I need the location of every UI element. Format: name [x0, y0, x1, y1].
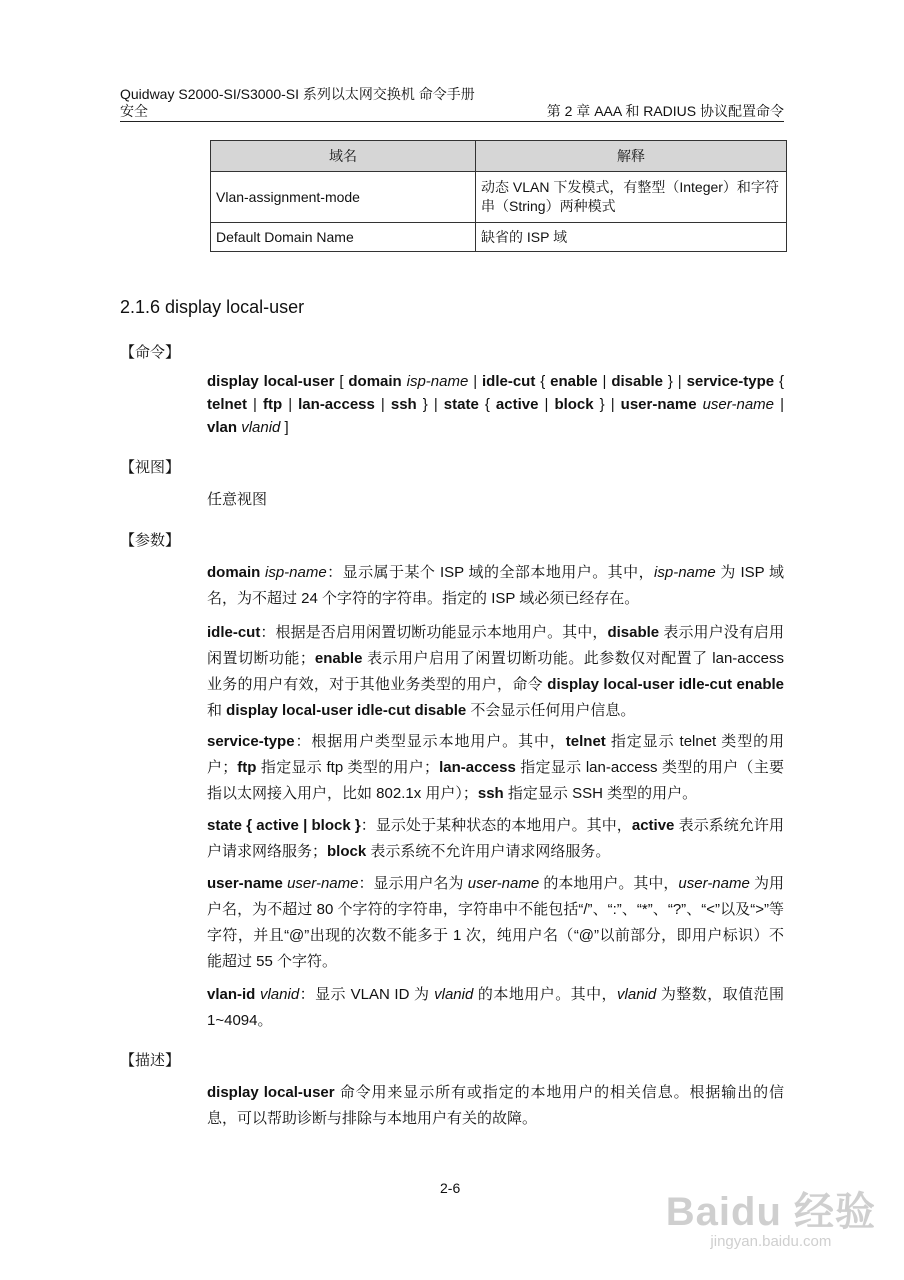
- argument-text: user-name: [702, 396, 775, 413]
- keyword-text: idle-cut: [207, 624, 261, 641]
- body-text: 为 ISP 域名，为不超过 24 个字符的字符串。指定的 ISP 域必须已经存在。: [207, 564, 784, 607]
- keyword-text: domain: [348, 373, 402, 390]
- keyword-text: display local-user: [207, 373, 335, 390]
- param-idle-cut: [207, 620, 784, 724]
- body-text: |: [597, 373, 612, 390]
- argument-text: user-name: [678, 875, 750, 892]
- argument-text: user-name: [467, 875, 540, 892]
- table-row: [211, 223, 787, 252]
- body-text: 表示用户启用了闲置切断功能。此参数仅对配置了 lan-access 业务的用户有效，对于其他业务类型的用户，命令: [207, 650, 784, 693]
- body-text: 为整数，取值范围 1~4094。: [207, 986, 785, 1029]
- watermark-url: jingyan.baidu.com: [710, 1233, 832, 1250]
- body-text: 表示系统不允许用户请求网络服务。: [366, 843, 611, 860]
- argument-text: vlanid: [241, 419, 281, 436]
- keyword-text: active: [495, 396, 539, 413]
- keyword-text: idle-cut: [481, 373, 536, 390]
- body-text: } |: [593, 396, 621, 413]
- keyword-text: display local-user idle-cut disable: [226, 702, 467, 719]
- keyword-text: enable: [314, 650, 363, 667]
- body-text: ：显示属于某个 ISP 域的全部本地用户。其中，: [326, 564, 655, 581]
- body-text: ：显示 VLAN ID 为: [299, 986, 435, 1003]
- argument-text: vlanid: [617, 986, 657, 1003]
- body-text: 为用户名，为不超过 80 个字符的字符串，字符串中不能包括“/”、“:”、“*”、“?”、“<”以及“>”等字符，并且“@”出现的次数不能多于 1 次，纯用户名（“@”以前部分，即用户标识）不能超过 55 个字符。: [207, 875, 785, 970]
- body-text: {: [478, 396, 496, 413]
- argument-text: vlanid: [259, 986, 300, 1003]
- body-text: 指定显示 SSH 类型的用户。: [503, 785, 698, 802]
- document-title: Quidway S2000-SI/S3000-SI 系列以太网交换机 命令手册: [120, 86, 475, 102]
- body-text: |: [538, 396, 555, 413]
- keyword-text: ftp: [263, 396, 283, 413]
- keyword-text: service-type: [207, 733, 295, 750]
- argument-text: isp-name: [264, 564, 327, 581]
- keyword-text: telnet: [565, 733, 606, 750]
- keyword-text: lan-access: [298, 396, 375, 413]
- keyword-text: state { active | block }: [207, 817, 361, 834]
- body-text: 不会显示任何用户信息。: [466, 702, 636, 719]
- section-name: 安全: [120, 103, 148, 119]
- body-text: ：根据用户类型显示本地用户。其中，: [294, 733, 566, 750]
- table-row: [211, 172, 787, 223]
- keyword-text: disable: [611, 373, 663, 390]
- table-header: 域名: [211, 141, 476, 172]
- argument-text: user-name: [287, 875, 359, 892]
- table-cell: 缺省的 ISP 域: [476, 223, 787, 252]
- watermark-logo: Baidu 经验: [665, 1190, 876, 1234]
- param-user-name: [207, 871, 784, 975]
- label-params: 【参数】: [120, 532, 181, 549]
- argument-text: isp-name: [406, 373, 469, 390]
- keyword-text: domain: [207, 564, 261, 581]
- section-heading: 2.1.6 display local-user: [120, 297, 305, 317]
- table-cell: Vlan-assignment-mode: [211, 172, 476, 223]
- body-text: |: [774, 396, 784, 413]
- param-service-type: [207, 729, 784, 807]
- keyword-text: vlan: [207, 419, 238, 436]
- body-text: 指定显示 ftp 类型的用户；: [256, 759, 440, 776]
- keyword-text: active: [631, 817, 675, 834]
- body-text: 和: [207, 702, 227, 719]
- body-text: |: [282, 396, 299, 413]
- keyword-text: ftp: [237, 759, 257, 776]
- param-domain: [207, 560, 784, 612]
- keyword-text: user-name: [620, 396, 697, 413]
- keyword-text: state: [443, 396, 479, 413]
- keyword-text: user-name: [207, 875, 283, 892]
- keyword-text: block: [554, 396, 594, 413]
- body-text: 的本地用户。其中，: [473, 986, 618, 1003]
- body-text: 命令用来显示所有或指定的本地用户的相关信息。根据输出的信息，可以帮助诊断与排除与本地用户有关的故障。: [207, 1084, 785, 1127]
- argument-text: vlanid: [434, 986, 474, 1003]
- body-text: 的本地用户。其中，: [539, 875, 679, 892]
- page-number: 2-6: [440, 1180, 461, 1196]
- param-state: [207, 813, 784, 865]
- body-text: } |: [416, 396, 444, 413]
- keyword-text: display local-user idle-cut enable: [547, 676, 785, 693]
- body-text: |: [374, 396, 391, 413]
- argument-text: isp-name: [654, 564, 716, 581]
- body-text: [: [334, 373, 349, 390]
- body-text: ：显示处于某种状态的本地用户。其中，: [360, 817, 632, 834]
- body-text: ]: [280, 419, 289, 436]
- keyword-text: lan-access: [439, 759, 516, 776]
- description-text: [207, 1080, 784, 1132]
- keyword-text: service-type: [686, 373, 775, 390]
- body-text: {: [774, 373, 785, 390]
- body-text: 表示用户没有启用闲置切断功能；: [207, 624, 784, 667]
- command-syntax: [207, 370, 784, 439]
- body-text: 指定显示 telnet 类型的用户；: [207, 733, 784, 776]
- table-header-row: [211, 141, 787, 172]
- table-cell: 动态 VLAN 下发模式，有整型（Integer）和字符串（String）两种模式: [476, 172, 787, 223]
- body-text: ：根据是否启用闲置切断功能显示本地用户。其中，: [260, 624, 608, 641]
- label-command: 【命令】: [120, 344, 181, 361]
- body-text: ：显示用户名为: [358, 875, 468, 892]
- domain-table: [210, 140, 787, 252]
- view-text: 任意视图: [207, 491, 268, 508]
- label-view: 【视图】: [120, 459, 181, 476]
- body-text: |: [468, 373, 482, 390]
- table-cell: Default Domain Name: [211, 223, 476, 252]
- body-text: |: [247, 396, 263, 413]
- body-text: 指定显示 lan-access 类型的用户（主要指以太网接入用户，比如 802.1x 用户）；: [207, 759, 784, 802]
- body-text: } |: [663, 373, 687, 390]
- keyword-text: ssh: [390, 396, 417, 413]
- body-text: {: [535, 373, 551, 390]
- body-text: 表示系统允许用户请求网络服务；: [207, 817, 784, 860]
- keyword-text: telnet: [207, 396, 248, 413]
- keyword-text: display local-user: [207, 1084, 335, 1101]
- chapter-title: 第 2 章 AAA 和 RADIUS 协议配置命令: [546, 103, 784, 119]
- keyword-text: vlan-id: [207, 986, 256, 1003]
- table-header: 解释: [476, 141, 787, 172]
- label-description: 【描述】: [120, 1052, 181, 1069]
- baidu-watermark: [666, 1180, 876, 1250]
- keyword-text: ssh: [477, 785, 504, 802]
- param-vlan-id: [207, 982, 784, 1034]
- keyword-text: enable: [550, 373, 598, 390]
- keyword-text: disable: [607, 624, 660, 641]
- keyword-text: block: [327, 843, 367, 860]
- header-rule: [120, 121, 784, 122]
